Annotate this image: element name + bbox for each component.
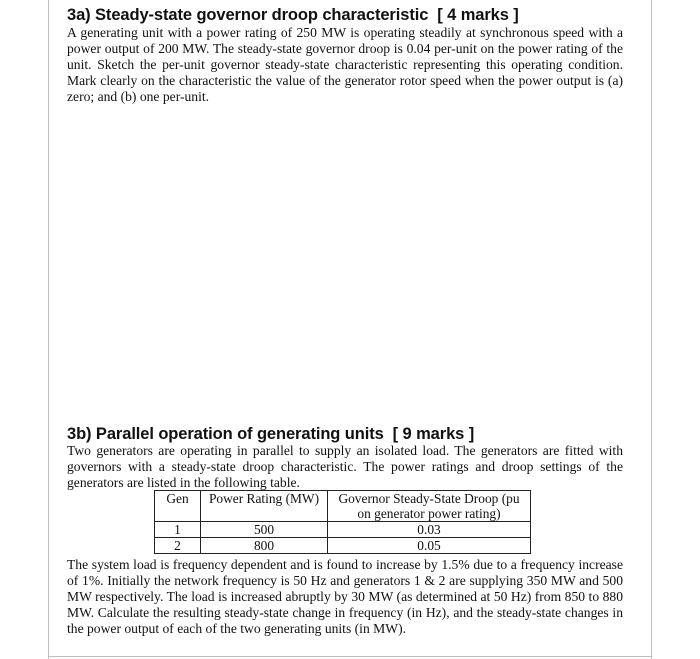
page-border-left — [48, 0, 49, 659]
section-a-title: 3a) Steady-state governor droop characteristic — [67, 6, 429, 24]
section-b-body: The system load is frequency dependent and is found to increase by 1.5% due to a frequency increase of 1%. Initially the network frequency is 50 Hz and generators 1 & 2 are supplying 350 MW and 500 MW respectively. The load is increased abruptly by 30 MW (as determined at 50 Hz) from 850 to 880 MW. Calculate the resulting steady-state change in frequency (in Hz), and the steady-state changes in the power output of each of the two generating units (in MW). — [67, 557, 623, 636]
section-b-heading — [67, 425, 474, 444]
header-droop: Governor Steady-State Droop (pu on generator power rating) — [328, 491, 531, 522]
page-border-bottom — [48, 656, 652, 657]
section-a-heading — [67, 6, 519, 25]
cell-droop: 0.05 — [328, 538, 531, 554]
page-border-right — [651, 0, 652, 659]
cell-power-rating: 500 — [201, 522, 328, 538]
cell-power-rating: 800 — [201, 538, 328, 554]
cell-droop: 0.03 — [328, 522, 531, 538]
cell-gen: 1 — [155, 522, 201, 538]
section-b-intro: Two generators are operating in parallel to supply an isolated load. The generators are fitted with governors with a steady-state droop characteristic. The power ratings and droop settings of the generators are listed in the following table. — [67, 443, 623, 490]
generator-table — [154, 490, 531, 554]
header-power-rating: Power Rating (MW) — [201, 491, 328, 522]
table-header-row — [155, 491, 531, 522]
section-a-body: A generating unit with a power rating of 250 MW is operating steadily at synchronous speed with a power output of 200 MW. The steady-state governor droop is 0.04 per-unit on the power rating of the unit. Sketch the per-unit governor steady-state characteristic representing this operating condition. Mark clearly on the characteristic the value of the generator rotor speed when the power output is (a) zero; and (b) one per-unit. — [67, 25, 623, 104]
section-b-marks: [ 9 marks ] — [392, 425, 475, 443]
cell-gen: 2 — [155, 538, 201, 554]
section-b-title: 3b) Parallel operation of generating units — [67, 425, 384, 443]
table-row — [155, 522, 531, 538]
section-a-marks: [ 4 marks ] — [437, 6, 519, 24]
header-gen: Gen — [155, 491, 201, 522]
table-row — [155, 538, 531, 554]
